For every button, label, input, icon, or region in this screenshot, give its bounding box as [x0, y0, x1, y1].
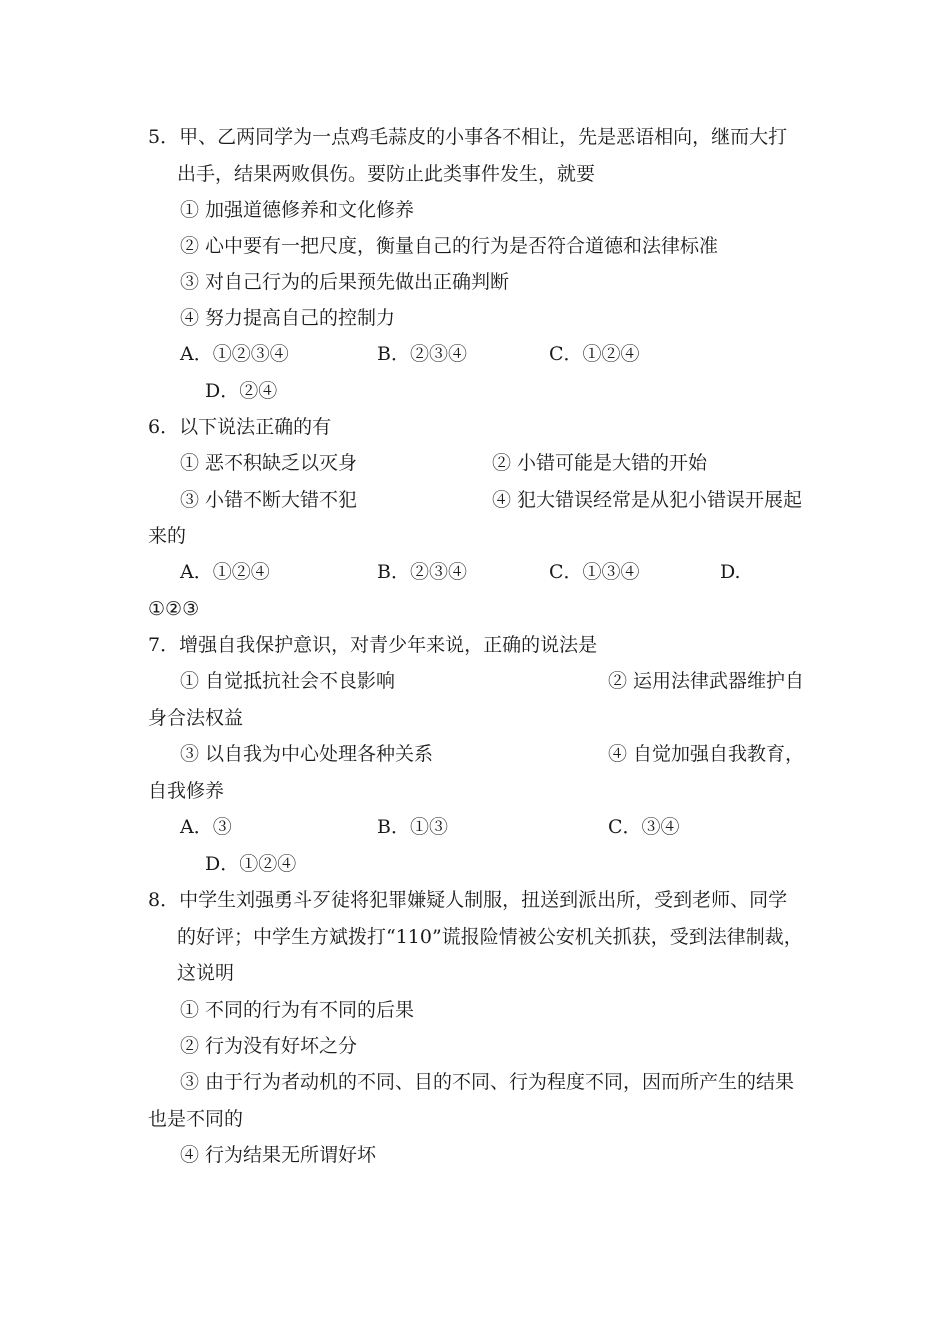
q5-option-4: ④ 努力提高自己的控制力	[180, 307, 396, 329]
q5-choice-b: B．②③④	[377, 343, 467, 365]
q7-stem: 7．增强自我保护意识，对青少年来说，正确的说法是	[148, 634, 598, 656]
q5-choice-c: C．①②④	[549, 343, 640, 365]
q6-choice-a: A．①②④	[180, 561, 270, 583]
q7-option-2-line2: 身合法权益	[148, 707, 244, 729]
q6-choice-c: C．①③④	[549, 561, 640, 583]
q7-option-3: ③ 以自我为中心处理各种关系	[180, 743, 434, 765]
q8-option-2: ② 行为没有好坏之分	[180, 1035, 358, 1057]
q7-option-4-line2: 自我修养	[148, 780, 225, 802]
q7-option-2-line1: ② 运用法律武器维护自	[608, 670, 805, 692]
q5-stem-line1: 5．甲、乙两同学为一点鸡毛蒜皮的小事各不相让，先是恶语相向，继而大打	[148, 126, 788, 148]
q7-choice-d: D．①②④	[205, 853, 297, 875]
q7-choice-c: C．③④	[608, 816, 680, 838]
q6-choice-d-label: D.	[720, 561, 741, 583]
q7-choice-a: A．③	[180, 816, 232, 838]
q8-stem-line3: 这说明	[177, 962, 235, 984]
q7-option-4-line1: ④ 自觉加强自我教育，	[608, 743, 805, 765]
q6-option-4-line1: ④ 犯大错误经常是从犯小错误开展起	[492, 489, 803, 511]
q5-option-1: ① 加强道德修养和文化修养	[180, 199, 415, 221]
q6-choice-d-value: ①②③	[148, 598, 200, 620]
q6-option-2: ② 小错可能是大错的开始	[492, 452, 708, 474]
q6-stem: 6．以下说法正确的有	[148, 416, 332, 438]
q8-option-1: ① 不同的行为有不同的后果	[180, 999, 415, 1021]
q5-choice-a: A．①②③④	[180, 343, 289, 365]
q8-option-4: ④ 行为结果无所谓好坏	[180, 1144, 377, 1166]
q8-option-3-line1: ③ 由于行为者动机的不同、目的不同、行为程度不同，因而所产生的结果	[180, 1071, 795, 1093]
q7-option-1: ① 自觉抵抗社会不良影响	[180, 670, 396, 692]
q6-choice-b: B．②③④	[377, 561, 467, 583]
q6-option-1: ① 恶不积缺乏以灭身	[180, 452, 358, 474]
q6-option-4-line2: 来的	[148, 525, 187, 547]
q5-choice-d: D．②④	[205, 380, 278, 402]
q7-choice-b: B．①③	[377, 816, 448, 838]
q6-option-3: ③ 小错不断大错不犯	[180, 489, 358, 511]
q8-stem-line1: 8．中学生刘强勇斗歹徒将犯罪嫌疑人制服，扭送到派出所，受到老师、同学	[148, 889, 788, 911]
q8-option-3-line2: 也是不同的	[148, 1108, 244, 1130]
q8-stem-line2: 的好评；中学生方斌拨打“110”谎报险情被公安机关抓获，受到法律制裁，	[177, 926, 803, 948]
q5-stem-line2: 出手，结果两败俱伤。要防止此类事件发生，就要	[177, 163, 596, 185]
q5-option-2: ② 心中要有一把尺度，衡量自己的行为是否符合道德和法律标准	[180, 235, 719, 257]
q5-option-3: ③ 对自己行为的后果预先做出正确判断	[180, 271, 510, 293]
